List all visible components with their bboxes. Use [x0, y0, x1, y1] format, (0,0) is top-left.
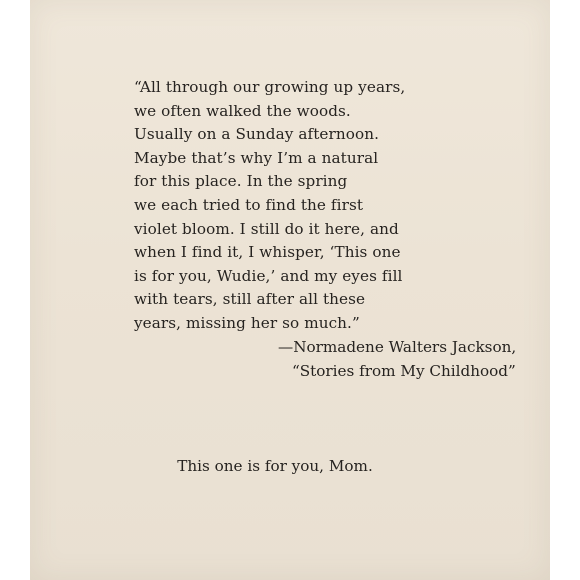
epigraph-line: Usually on a Sunday afternoon. — [134, 125, 380, 144]
attribution-author: —Normadene Walters Jackson, — [278, 338, 517, 356]
epigraph-attribution — [260, 336, 560, 383]
epigraph-line: violet bloom. I still do it here, and — [134, 219, 399, 238]
epigraph-line: we each tried to find the first — [134, 195, 364, 214]
attribution-source: “Stories from My Childhood” — [292, 361, 516, 380]
epigraph-line: for this place. In the spring — [134, 172, 348, 191]
epigraph-line: is for you, Wudie,’ and my eyes fill — [134, 266, 403, 285]
epigraph-line: we often walked the woods. — [134, 101, 351, 120]
dedication-line: This one is for you, Mom. — [177, 457, 373, 475]
epigraph-line: Maybe that’s why I’m a natural — [134, 148, 379, 167]
epigraph-line: years, missing her so much.” — [134, 313, 360, 332]
epigraph-line: with tears, still after all these — [134, 290, 366, 309]
epigraph-line: when I find it, I whisper, ‘This one — [134, 243, 401, 262]
epigraph-line: “All through our growing up years, — [134, 78, 406, 96]
epigraph-quote — [134, 76, 434, 336]
book-page — [30, 0, 550, 580]
